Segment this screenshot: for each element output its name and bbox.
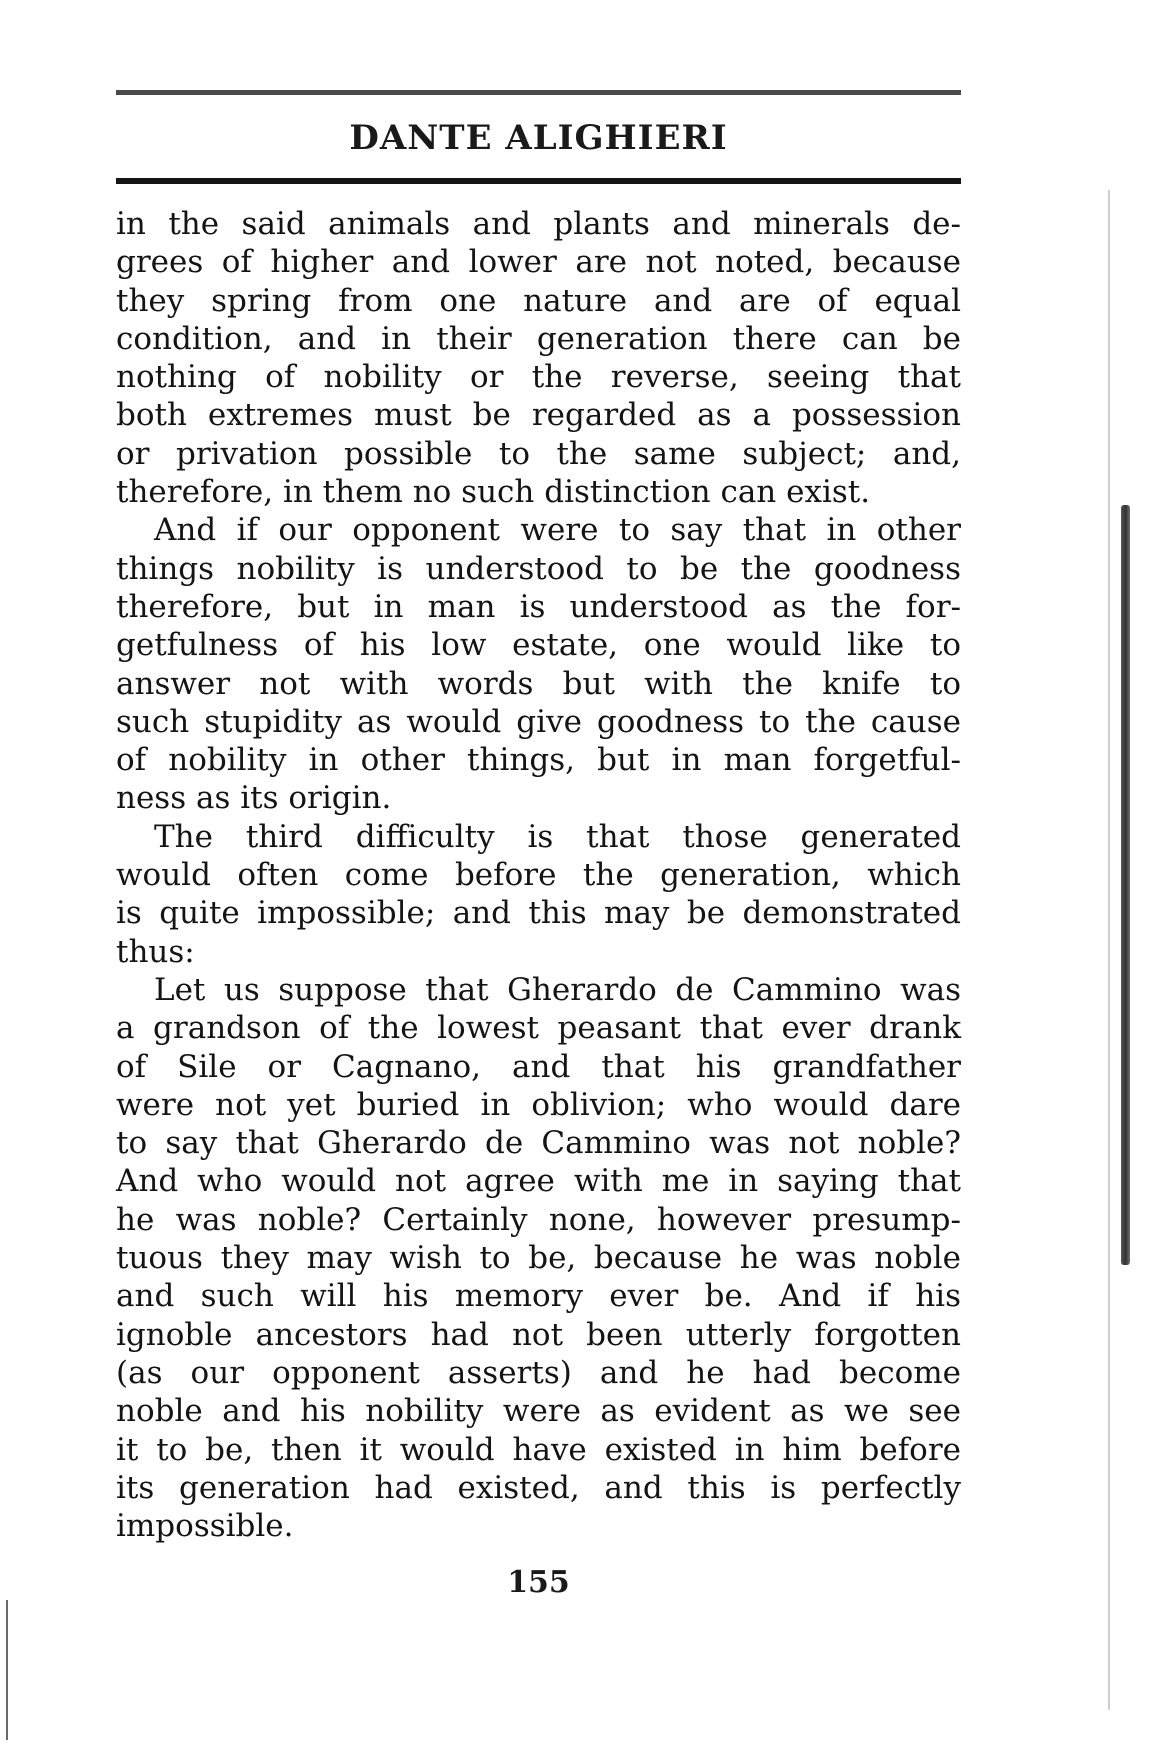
header-bottom-rule (116, 178, 961, 184)
text-line: is quite impossible; and this may be demonstrated (116, 895, 961, 932)
text-line: ness as its origin. (116, 780, 392, 817)
text-line: such stupidity as would give goodness to the cause (116, 703, 961, 740)
page-number: 155 (507, 1565, 570, 1600)
text-line: of Sile or Cagnano, and that his grandfather (116, 1048, 961, 1085)
text-line: he was noble? Certainly none, however presump- (116, 1201, 961, 1238)
text-line: of nobility in other things, but in man forgetful- (116, 742, 961, 779)
text-line: its generation had existed, and this is perfectly (116, 1469, 961, 1506)
text-line: and such will his memory ever be. And if his (116, 1278, 961, 1315)
text-line: noble and his nobility were as evident as we see (116, 1393, 961, 1430)
running-header: DANTE ALIGHIERI (349, 118, 728, 158)
text-line: nothing of nobility or the reverse, seeing that (116, 359, 961, 396)
text-line: The third difficulty is that those generated (154, 818, 961, 855)
page-edge-shadow (1108, 190, 1110, 1710)
text-line: tuous they may wish to be, because he was noble (116, 1240, 961, 1277)
binding-shadow (1121, 505, 1130, 1265)
header-top-rule (116, 90, 961, 95)
text-line: to say that Gherardo de Cammino was not noble? (116, 1125, 961, 1162)
text-line: Let us suppose that Gherardo de Cammino was (154, 971, 961, 1008)
text-line: And if our opponent were to say that in other (154, 512, 961, 549)
text-line: both extremes must be regarded as a possession (116, 397, 961, 434)
text-line: therefore, but in man is understood as the for- (116, 588, 961, 625)
text-line: getfulness of his low estate, one would like to (116, 627, 961, 664)
text-line: answer not with words but with the knife to (116, 665, 961, 702)
text-line: grees of higher and lower are not noted, because (116, 244, 961, 281)
text-line: (as our opponent asserts) and he had become (116, 1354, 961, 1391)
text-line: And who would not agree with me in saying that (116, 1163, 961, 1200)
text-line: therefore, in them no such distinction can exist. (116, 474, 871, 511)
text-line: or privation possible to the same subject; and, (116, 435, 961, 472)
text-line: it to be, then it would have existed in him before (116, 1431, 961, 1468)
text-line: in the said animals and plants and minerals de- (116, 206, 961, 242)
text-line: a grandson of the lowest peasant that ever drank (116, 1010, 961, 1047)
text-line: would often come before the generation, which (116, 857, 961, 894)
text-line: thus: (116, 933, 195, 970)
body-text (116, 205, 961, 1545)
text-line: were not yet buried in oblivion; who would dare (116, 1086, 961, 1123)
text-line: condition, and in their generation there can be (116, 320, 961, 357)
scan-edge-mark (6, 1600, 8, 1740)
text-line: things nobility is understood to be the goodness (116, 550, 961, 587)
text-line: they spring from one nature and are of equal (116, 282, 961, 319)
text-line: impossible. (116, 1508, 294, 1545)
text-line: ignoble ancestors had not been utterly forgotten (116, 1316, 961, 1353)
